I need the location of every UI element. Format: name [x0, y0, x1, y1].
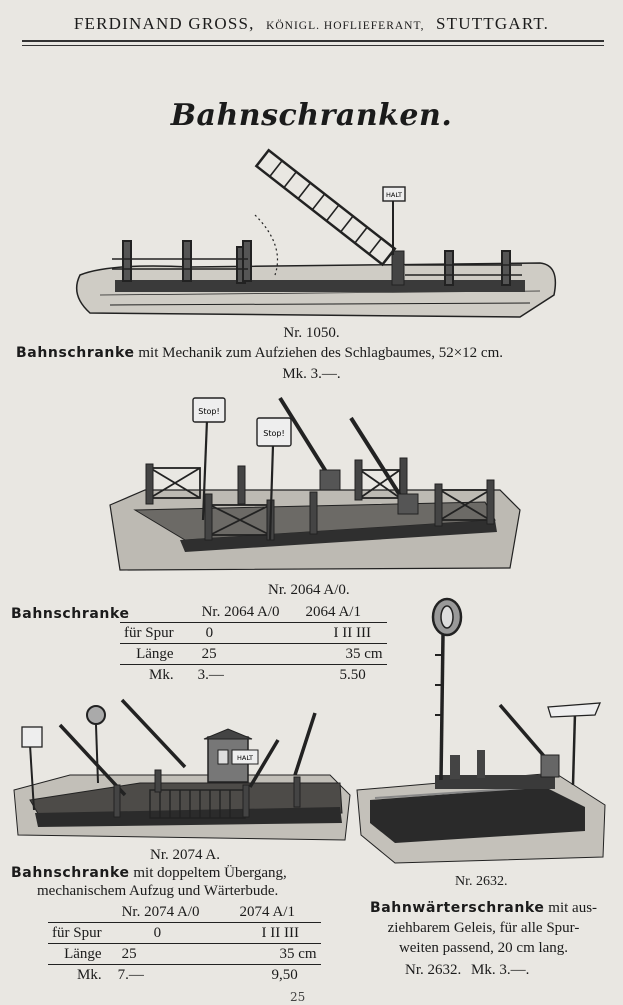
sign-halt-1050: HALT — [385, 191, 403, 199]
table-row — [48, 902, 321, 923]
footer-nr-2632: Nr. 2632. — [405, 962, 462, 978]
table-cell: I II III — [333, 624, 371, 641]
table-cell: Nr. 2064 A/0 — [201, 603, 280, 620]
description-2632-line3: weiten passend, 20 cm lang. — [398, 940, 569, 956]
nr-2074: Nr. 2074 A. — [150, 847, 221, 863]
header-rule-thin — [22, 45, 604, 46]
name-1050: Bahnschranke — [16, 345, 135, 361]
sign-stop-1: Stop! — [198, 407, 220, 416]
table-cell: 2064 A/1 — [305, 603, 361, 620]
table-cell: 0 — [153, 924, 162, 941]
table-cell: 9,50 — [271, 966, 298, 983]
table-cell: Nr. 2074 A/0 — [121, 903, 200, 920]
name-2632: Bahnwärterschranke — [369, 900, 545, 916]
name-2074: Bahnschranke — [11, 865, 130, 881]
header-company: FERDINAND GROSS, — [73, 14, 255, 33]
table-cell: für Spur — [124, 624, 174, 641]
desc-2074 — [11, 864, 356, 900]
description-2074-line2: mechanischem Aufzug und Wärterbude. — [37, 883, 279, 899]
table-row — [48, 965, 321, 986]
description-2632-line2: ziehbarem Geleis, für alle Spur- — [387, 920, 580, 936]
table-cell: 25 — [121, 945, 137, 962]
table-cell: I II III — [261, 924, 299, 941]
illustration-2632 — [355, 595, 610, 865]
table-row — [120, 644, 387, 665]
nr-2064: Nr. 2064 A/0. — [268, 582, 350, 598]
description-2632-line1: mit aus- — [548, 900, 598, 916]
nr-2632: Nr. 2632. — [455, 874, 508, 889]
sign-stop-2: Stop! — [263, 429, 285, 438]
table-cell: 3.— — [197, 666, 224, 683]
price-1050: Mk. 3.—. — [282, 366, 341, 382]
table-row — [48, 923, 321, 944]
table-row — [120, 623, 387, 644]
table-cell: Mk. — [76, 966, 102, 983]
table-cell: 0 — [205, 624, 214, 641]
description-2074-line1: mit doppeltem Übergang, — [133, 865, 287, 881]
header-title: KÖNIGL. HOFLIEFERANT, — [266, 20, 425, 32]
table-cell: für Spur — [52, 924, 102, 941]
footer-2632 — [405, 962, 529, 979]
sign-halt-2074: HALT — [236, 754, 254, 762]
footer-price-2632: Mk. 3.—. — [471, 962, 530, 978]
header-city: STUTTGART. — [435, 14, 550, 33]
table-cell: 25 — [201, 645, 217, 662]
illustration-2064 — [105, 390, 525, 575]
header-rule — [22, 40, 604, 42]
table-cell: 2074 A/1 — [239, 903, 295, 920]
table-cell: 5.50 — [339, 666, 366, 683]
table-cell: Länge — [64, 945, 102, 962]
page-header — [0, 14, 623, 34]
illustration-2074 — [10, 695, 355, 845]
description-1050: mit Mechanik zum Aufziehen des Schlagbaumes, 52×12 cm. — [138, 345, 503, 361]
table-cell: 7.— — [117, 966, 144, 983]
page-title: Bahnschranken. — [170, 98, 453, 133]
spec-table-2074 — [48, 902, 321, 985]
table-cell: Mk. — [148, 666, 174, 683]
table-row — [48, 944, 321, 965]
table-cell: 35 cm — [345, 645, 383, 662]
desc-2632 — [356, 898, 611, 958]
table-row — [120, 665, 387, 686]
page-number: 25 — [290, 990, 306, 1004]
nr-1050: Nr. 1050. — [283, 325, 340, 341]
name-2064: Bahnschranke — [11, 606, 130, 622]
table-row — [120, 602, 387, 623]
table-cell: 35 cm — [279, 945, 317, 962]
spec-table-2064 — [120, 602, 387, 685]
illustration-1050 — [70, 145, 565, 325]
desc-1050 — [16, 345, 616, 362]
table-cell: Länge — [136, 645, 174, 662]
